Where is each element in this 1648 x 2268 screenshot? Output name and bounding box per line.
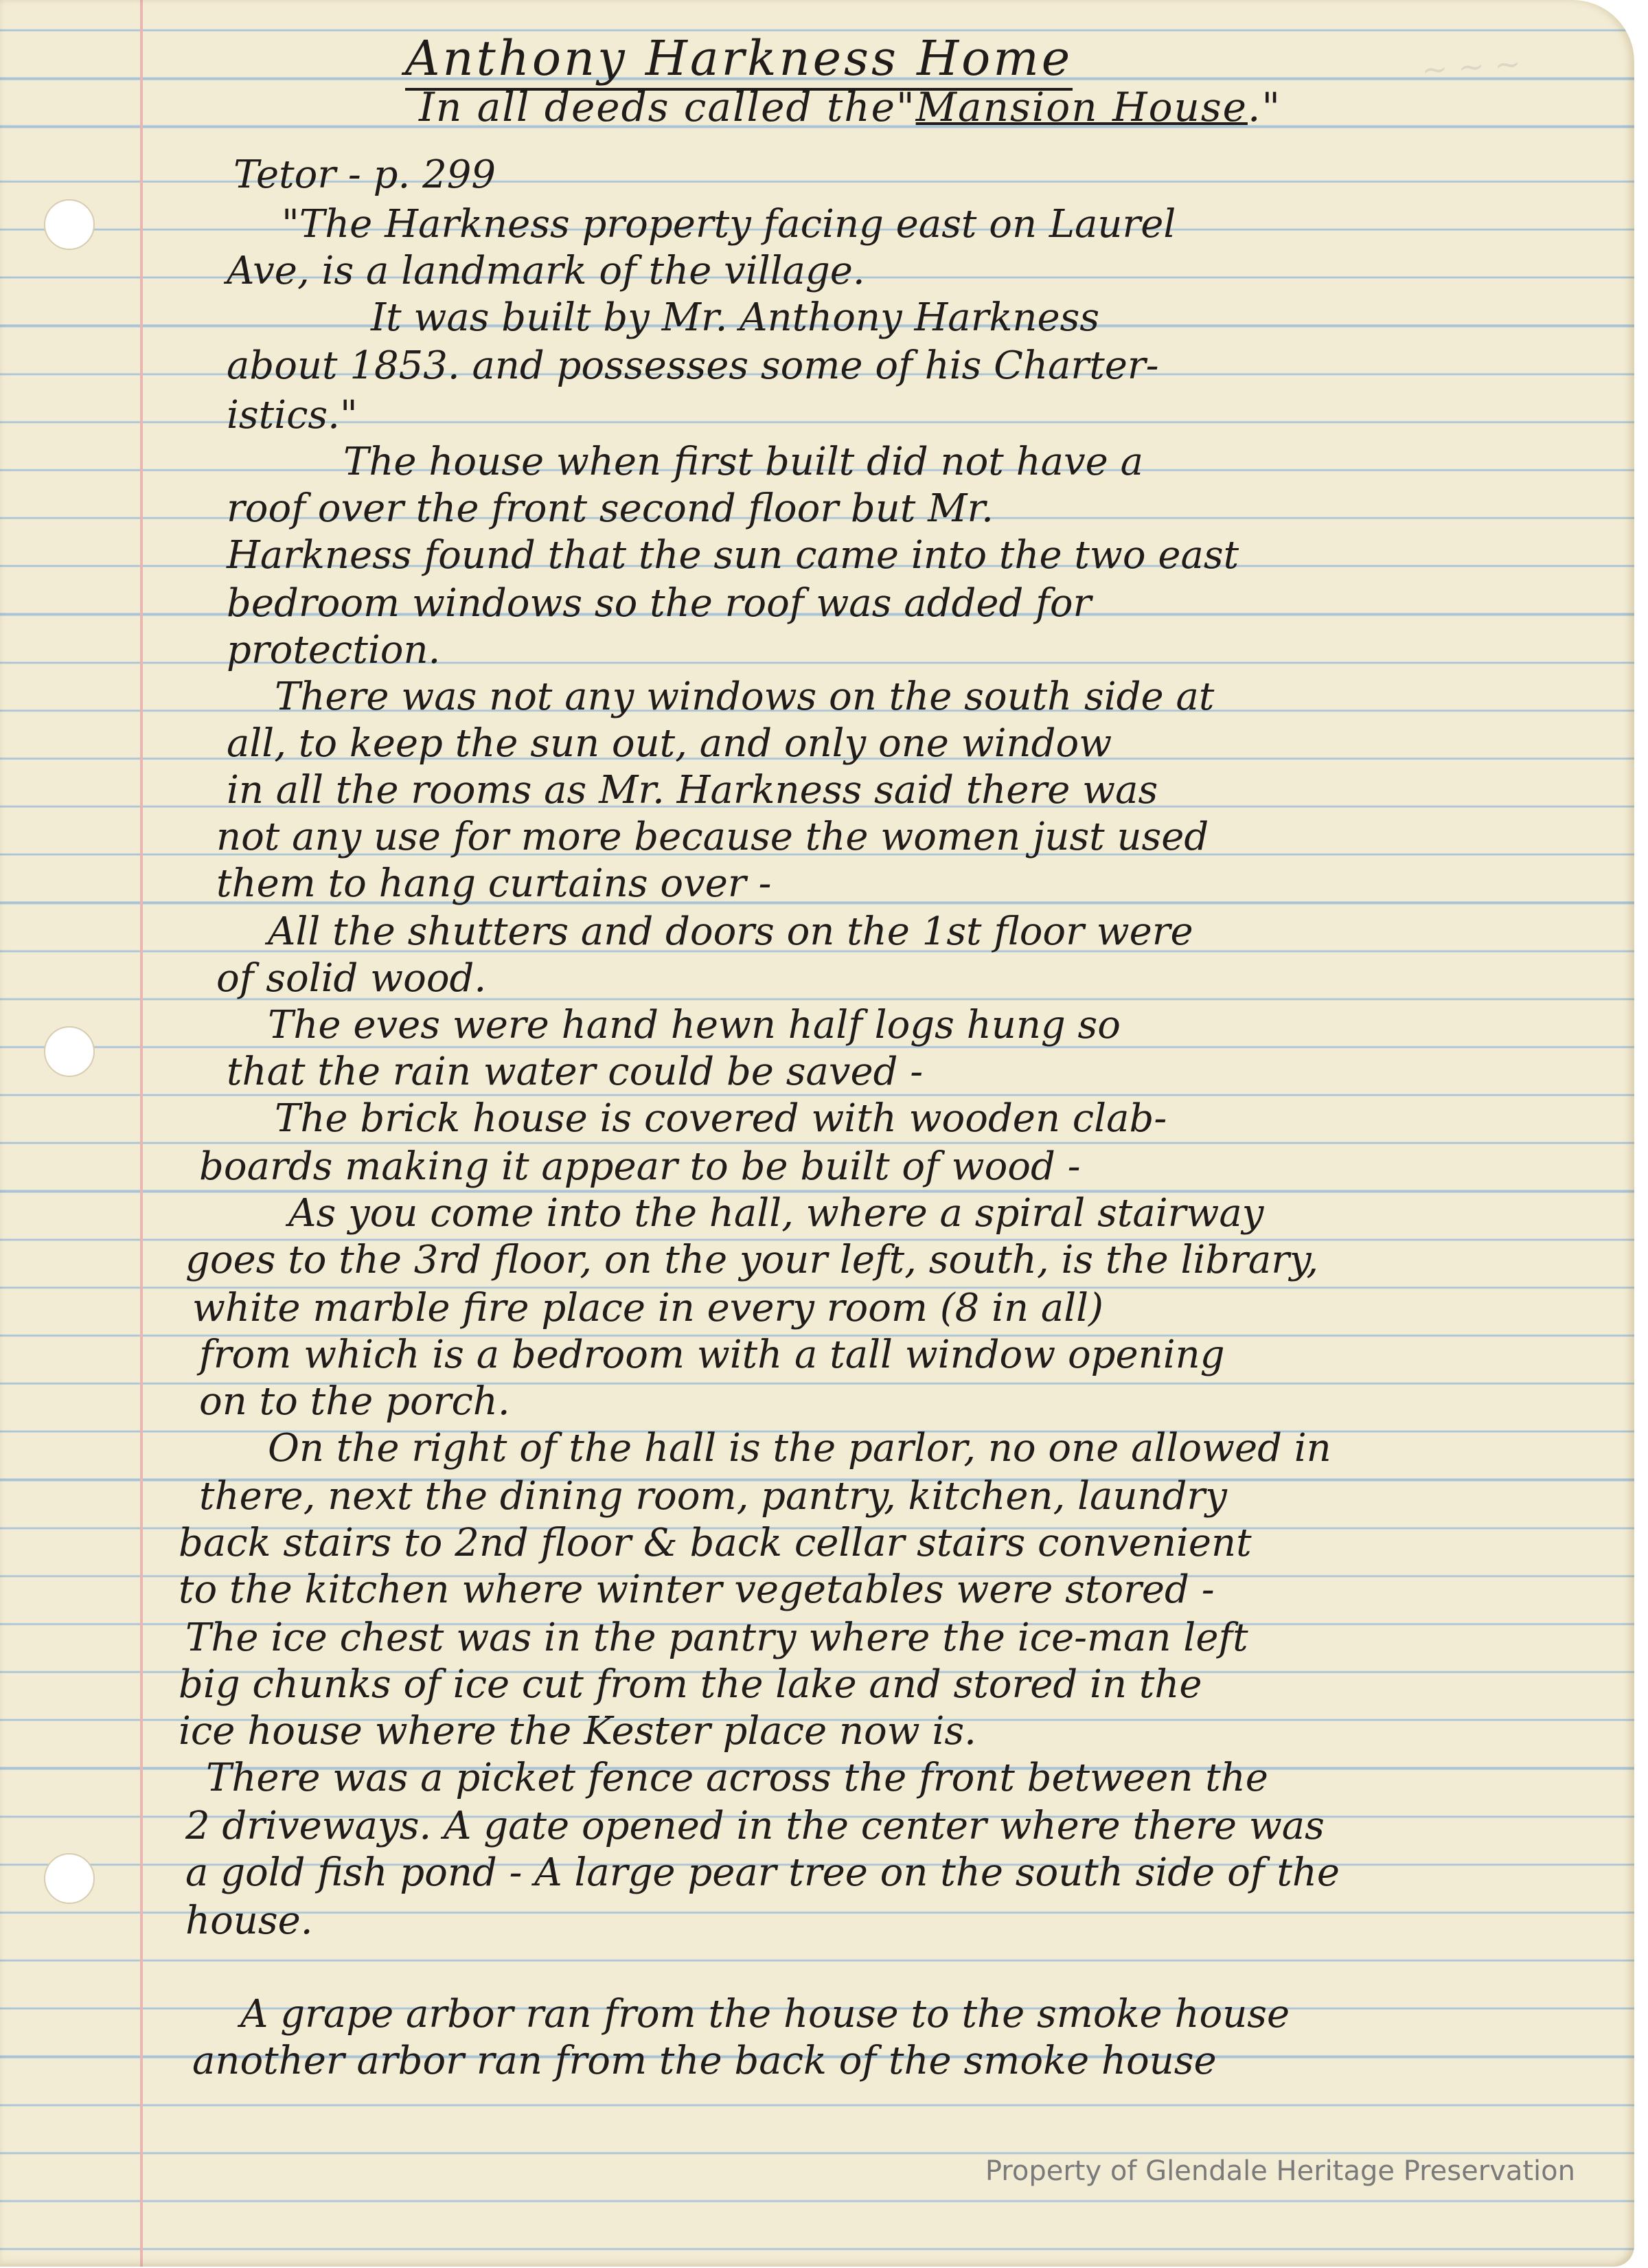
text-line: Harkness found that the sun came into the two east xyxy=(227,533,1239,578)
text-line: boards making it appear to be built of wood - xyxy=(199,1144,1081,1189)
page-title: Anthony Harkness Home xyxy=(405,30,1073,91)
text-line: about 1853. and possesses some of his Charter- xyxy=(227,343,1159,388)
text-line: a gold fish pond - A large pear tree on the south side of the xyxy=(185,1850,1340,1895)
text-line: not any use for more because the women just used xyxy=(216,815,1209,859)
text-line: to the kitchen where winter vegetables were stored - xyxy=(179,1567,1215,1612)
show-through-ghost-text: ~ ~ ~ xyxy=(1420,45,1522,89)
text-line: "The Harkness property facing east on Laurel xyxy=(282,202,1176,247)
text-line: There was not any windows on the south side at xyxy=(275,674,1215,719)
subtitle-suffix: ." xyxy=(1247,84,1282,131)
text-line: house. xyxy=(185,1898,313,1943)
text-line: There was a picket fence across the front between the xyxy=(206,1756,1268,1800)
text-line: another arbor ran from the back of the smoke house xyxy=(192,2039,1217,2083)
punch-hole xyxy=(44,199,95,250)
text-line: Ave, is a landmark of the village. xyxy=(227,249,865,293)
subtitle-prefix: In all deeds called the" xyxy=(419,84,916,131)
text-line: It was built by Mr. Anthony Harkness xyxy=(371,295,1100,340)
text-line: on to the porch. xyxy=(199,1379,510,1424)
text-line: goes to the 3rd floor, on the your left, south, is the library, xyxy=(185,1238,1319,1282)
text-line: The brick house is covered with wooden clab- xyxy=(275,1096,1167,1141)
text-line: The eves were hand hewn half logs hung so xyxy=(268,1003,1121,1047)
watermark: Property of Glendale Heritage Preservation xyxy=(985,2155,1575,2187)
text-line: them to hang curtains over - xyxy=(216,861,772,906)
text-line: there, next the dining room, pantry, kitchen, laundry xyxy=(199,1474,1227,1519)
punch-hole xyxy=(44,1026,95,1077)
text-line: ice house where the Kester place now is. xyxy=(179,1709,976,1754)
text-line: all, to keep the sun out, and only one window xyxy=(227,721,1112,766)
text-line: white marble fire place in every room (8 in all) xyxy=(192,1286,1103,1330)
text-line: of solid wood. xyxy=(216,956,487,1001)
text-line: The ice chest was in the pantry where the ice-man left xyxy=(185,1615,1248,1660)
text-line: On the right of the hall is the parlor, no one allowed in xyxy=(268,1426,1331,1471)
page-subtitle xyxy=(419,84,1281,131)
text-line: back stairs to 2nd floor & back cellar stairs convenient xyxy=(179,1521,1252,1565)
text-line: protection. xyxy=(227,628,441,672)
text-line: All the shutters and doors on the 1st floor were xyxy=(268,909,1193,954)
text-line: A grape arbor ran from the house to the smoke house xyxy=(240,1992,1290,2037)
text-line: bedroom windows so the roof was added for xyxy=(227,581,1092,626)
text-line: Tetor - p. 299 xyxy=(233,152,496,197)
text-line: in all the rooms as Mr. Harkness said there was xyxy=(227,768,1158,813)
text-line: As you come into the hall, where a spiral stairway xyxy=(288,1191,1264,1236)
text-line: roof over the front second floor but Mr. xyxy=(227,486,994,531)
text-line: 2 driveways. A gate opened in the center where there was xyxy=(185,1804,1325,1848)
text-line: istics." xyxy=(227,393,358,438)
text-line: big chunks of ice cut from the lake and stored in the xyxy=(179,1662,1202,1707)
text-line: The house when first built did not have a xyxy=(343,440,1144,484)
punch-hole xyxy=(44,1853,95,1904)
text-line: that the rain water could be saved - xyxy=(227,1050,924,1094)
text-line: from which is a bedroom with a tall window opening xyxy=(199,1333,1225,1377)
subtitle-emphasis: Mansion House xyxy=(915,84,1248,131)
